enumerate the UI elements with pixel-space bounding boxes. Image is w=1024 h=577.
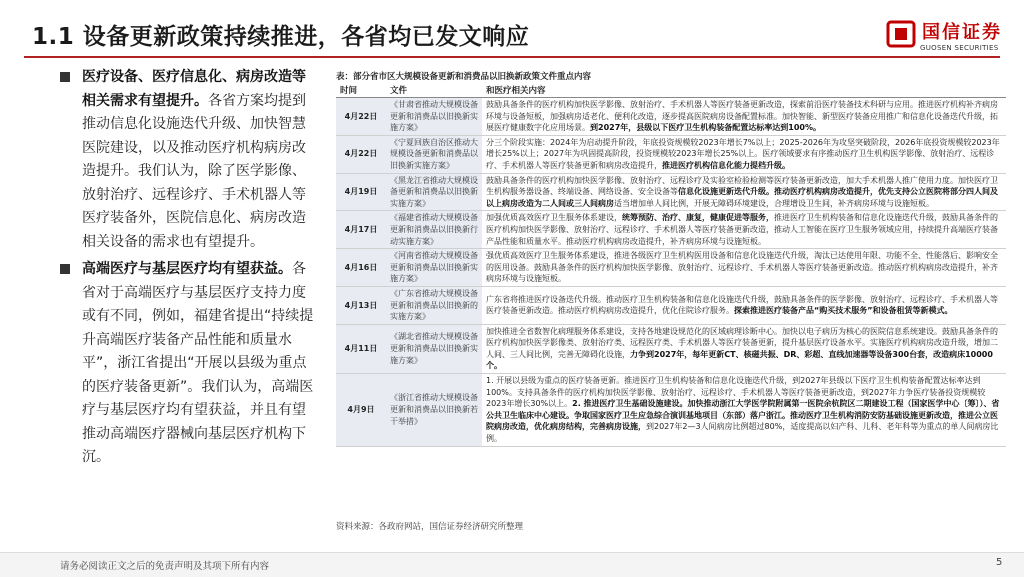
table-header-row (336, 82, 1006, 98)
content-highlight: 力争到2027年，每年更新CT、核磁共振、DR、彩超、直线加速器等设备300台套，改造病床10000个。 (486, 349, 993, 371)
row-date: 4月11日 (336, 324, 386, 373)
table-row (336, 173, 1006, 211)
bullet-point (58, 258, 316, 470)
table-row (336, 98, 1006, 136)
row-date: 4月22日 (336, 135, 386, 173)
content-highlight: 统筹预防、治疗、康复，健康促进等服务， (622, 213, 774, 223)
content-text: 鼓励具备条件的医疗机构加快医学影像、放射治疗、远程诊疗及实验室检验检测等医疗装备更新改造，加大手术机器人推广使用力度。加快医疗卫生机构服务器设备、终端设备、网络设备、安全设备等 (486, 175, 998, 197)
summary-panel (58, 66, 316, 470)
content-highlight: 探索推进医疗装备产品“购买技术服务”和设备租赁等新模式。 (734, 306, 953, 316)
content-text: 适当增加单人间比例，开展无障碍环境建设，合理增设卫生间，补齐病房环境与设施短板。 (614, 198, 934, 208)
content-text: 鼓励具备条件的医疗机构加快医学影像、放射治疗、手术机器人等医疗装备更新改造，探索前沿医疗装备技术科研与应用。推进医疗机构补齐病房环境与设备短板，加强病房适老化、便利化改造，逐步提高医院病房设备配置标准。加快智能、新型医疗装备应用推广和信息化设备迭代升级，拓展医疗健康数字化应用场景。 (486, 100, 998, 133)
row-content (482, 374, 1006, 447)
content-text: 到2027年2—3人间病房比例超过80%，适度提高以妇产科、儿科、老年科等为重点的单人间病房比例。 (486, 422, 999, 444)
row-content (482, 249, 1006, 287)
row-date: 4月17日 (336, 211, 386, 249)
row-date: 4月22日 (336, 98, 386, 136)
row-document: 《湖北省推动大规模设备更新和消费品以旧换新实施方案》 (386, 324, 482, 373)
column-header-date: 时间 (336, 82, 386, 98)
content-text: 1. 开展以县级为重点的医疗装备更新。推进医疗卫生机构装备和信息化设施迭代升级，到2027年县级以下医疗卫生机构装备配置达标率达到100%。支持具备条件的医疗机构加快医学影像、放射治疗、远程诊疗、手术机器人等医疗装备更新改造，到2027年力争医疗装备投资规模较2023年增长30%以上。 (486, 376, 986, 409)
table-row (336, 324, 1006, 373)
content-text: 分三个阶段实施：2024年为启动提升阶段，年底投资规模较2023年增长7%以上；2025-2026年为攻坚突破阶段，2026年底投资规模较2023年增长25%以上；2027年为巩固提高阶段，投资规模较2023年增长25%以上。医疗领域要求有序推动医疗卫生机构医学影像、放射治疗、远程诊疗、手术机器人等医疗装备更新和病房改造提升， (486, 137, 1000, 170)
table-caption: 表：部分省市区大规模设备更新和消费品以旧换新政策文件重点内容 (336, 72, 592, 82)
bullet-text: 各省对于高端医疗与基层医疗支持力度或有不同，例如，福建省提出“持续提升高端医疗装备产品性能和质量水平”，浙江省提出“开展以县级为重点的医疗装备更新”。我们认为，高端医疗与基层医疗均有望获益，并且有望推动高端医疗器械向基层医疗机构下沉。 (82, 261, 314, 465)
row-document: 《黑龙江省推动大规模设备更新和消费品以旧换新实施方案》 (386, 173, 482, 211)
bullet-square-icon (60, 72, 70, 82)
row-content (482, 211, 1006, 249)
header-divider (24, 56, 1000, 58)
bullet-point (58, 66, 316, 254)
guosen-logo-icon (886, 20, 916, 48)
logo-text-en: GUOSEN SECURITIES (920, 44, 999, 52)
content-text: 推进医疗卫生机构装备和信息化设施迭代升级，鼓励具备条件的医疗机构加快医学影像、放射治疗、远程诊疗、手术机器人等医疗装备更新改造，推动人工智能在医疗卫生服务领域应用，持续提升高端医疗装备产品性能和质量水平。推动医疗机构病房改造提升，补齐病房环境与设施短板。 (486, 213, 998, 246)
row-content (482, 173, 1006, 211)
row-date: 4月16日 (336, 249, 386, 287)
row-document: 《河南省推动大规模设备更新和消费品以旧换新实施方案》 (386, 249, 482, 287)
content-text: 加强优质高效医疗卫生服务体系建设， (486, 213, 622, 223)
bullet-text: 各省方案均提到推动信息化设施迭代升级、加快智慧医院建设，以及推动医疗机构病房改造提升。我们认为，除了医学影像、放射治疗、远程诊疗、手术机器人等医疗装备外，医院信息化、病房改造相关设备的需求也有望提升。 (82, 92, 306, 250)
content-text: 广东省将推进医疗设备迭代升级。推动医疗卫生机构装备和信息化设施迭代升级，鼓励具备条件的医学影像、放射治疗、远程诊疗、手术机器人等医疗装备更新改造。推动医疗机构病房改造提升，优化住院诊疗服务。 (486, 294, 998, 316)
logo-text-cn: 国信证券 (922, 22, 1002, 43)
page-number: 5 (996, 557, 1003, 568)
logo (886, 18, 1006, 58)
row-date: 4月19日 (336, 173, 386, 211)
table-row (336, 286, 1006, 324)
row-document: 《浙江省推动大规模设备更新和消费品以旧换新若干举措》 (386, 374, 482, 447)
table-row (336, 249, 1006, 287)
header (0, 0, 1024, 66)
page-title: 1.1 设备更新政策持续推进，各省均已发文响应 (32, 24, 530, 50)
source-note: 资料来源：各政府网站，国信证券经济研究所整理 (336, 522, 524, 532)
row-content (482, 135, 1006, 173)
row-content (482, 98, 1006, 136)
table-row (336, 135, 1006, 173)
row-date: 4月9日 (336, 374, 386, 447)
content-text: 加快推进全省数智化病理服务体系建设，支持各地建设规范化的区域病理诊断中心。加快以电子病历为核心的医院信息系统建设。鼓励具备条件的医疗机构加快医学影像类、放射治疗类、远程医疗类、手术机器人等医疗装备更新，提升基层医疗设备水平。实施医疗机构病房改造升级，增加二人间、三人间比例，完善无障碍化设施， (486, 326, 998, 359)
bullet-heading: 高端医疗与基层医疗均有望获益。 (82, 261, 292, 277)
row-document: 《甘肃省推动大规模设备更新和消费品以旧换新实施方案》 (386, 98, 482, 136)
bullet-square-icon (60, 264, 70, 274)
row-content (482, 286, 1006, 324)
content-highlight: 推进医疗机构信息化能力提档升级。 (662, 160, 790, 170)
row-document: 《广东省推动大规模设备更新和消费品以旧换新的实施方案》 (386, 286, 482, 324)
table-row (336, 211, 1006, 249)
content-text: 强优质高效医疗卫生服务体系建设，推进各级医疗卫生机构医用设备和信息化设施迭代升级，淘汰已达使用年限、功能不全、性能落后、影响安全的医用设备。鼓励具备条件的医疗机构加快医学影像、放射治疗、远程诊疗、手术机器人等医疗装备更新改造。推动医疗机构病房改造提升，补齐病房环境与设施短板。 (486, 251, 998, 284)
bullet-heading: 医疗设备、医疗信息化、病房改造等相关需求有望提升。 (82, 69, 306, 109)
table-row (336, 374, 1006, 447)
row-document: 《福建省推动大规模设备更新和消费品以旧换新行动实施方案》 (386, 211, 482, 249)
column-header-content: 和医疗相关内容 (482, 82, 1006, 98)
row-content (482, 324, 1006, 373)
content-highlight: 信息化设施更新迭代升级。推动医疗机构病房改造提升，优先支持公立医院将部分四人间及以上病房改造为二人间或三人间病房 (486, 187, 998, 208)
row-document: 《宁夏回族自治区推动大规模设备更新和消费品以旧换新实施方案》 (386, 135, 482, 173)
policy-table (336, 82, 1006, 447)
footer-disclaimer: 请务必阅读正文之后的免责声明及其项下所有内容 (60, 561, 270, 572)
row-date: 4月13日 (336, 286, 386, 324)
content-highlight: 2. 推进医疗卫生基础设施建设。加快推动浙江大学医学院附属第一医院余杭院区二期建设工程（国家医学中心〔筹〕）、省公共卫生临床中心建设。争取国家医疗卫生应急综合演训基地项目（东部）落户浙江。推动医疗卫生机构消防安防基础设施更新改造，推进公立医院病房改造，优化病房结构，完善病房设施， (486, 399, 1000, 432)
column-header-doc: 文件 (386, 82, 482, 98)
content-highlight: 到2027年，县级以下医疗卫生机构装备配置达标率达到100%。 (590, 123, 821, 133)
